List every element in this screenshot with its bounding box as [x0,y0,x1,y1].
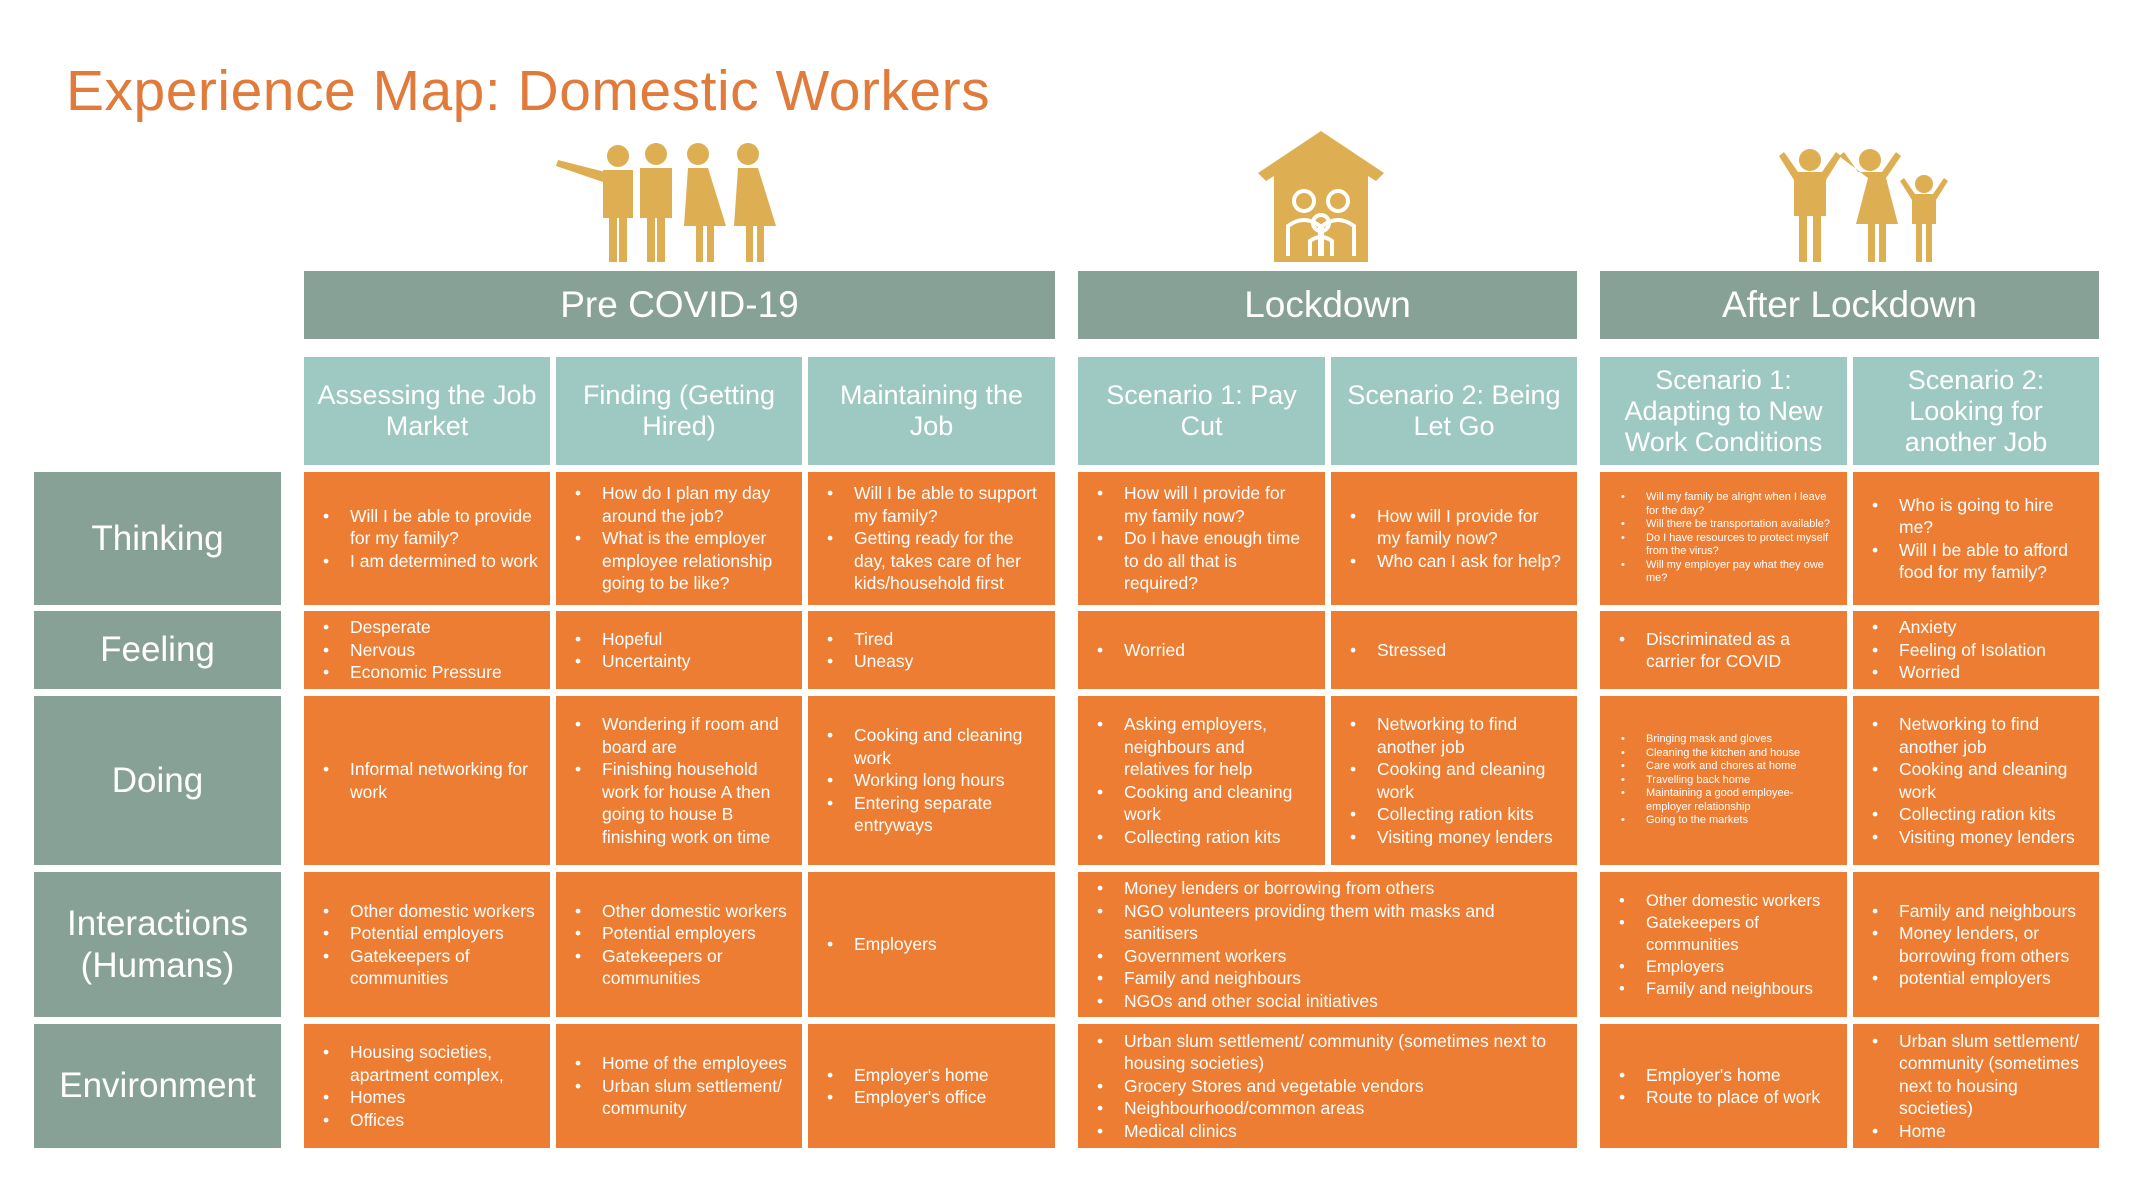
list-item: • NGO volunteers providing them with masks and sanitisers [1124,900,1565,945]
list-item: • Route to place of work [1646,1086,1820,1109]
list-item: • Money lenders or borrowing from others [1124,877,1565,900]
family-hands-on-head-icon [1778,144,1950,262]
list-item: • Networking to find another job [1899,713,2087,758]
list-item: • Employer's home [1646,1064,1820,1087]
list-item: • Do I have enough time to do all that is required? [1124,527,1313,595]
list-item: • Money lenders, or borrowing from others [1899,922,2087,967]
list-item: • Uneasy [854,650,913,673]
house-with-family-icon [1258,131,1384,262]
column-header-pay-cut: Scenario 1: Pay Cut [1078,357,1325,465]
list-item: • Urban slum settlement/ community (sometimes next to housing societies) [1899,1030,2087,1120]
list-item: • Working long hours [854,769,1043,792]
list-item: • Collecting ration kits [1124,826,1313,849]
list-item: • Home [1899,1120,2087,1143]
list-item: • Cooking and cleaning work [1124,781,1313,826]
list-item: • Finishing household work for house A then going to house B finishing work on time [602,758,790,848]
cell-doing-adapting [1600,696,1847,865]
list-item: • Other domestic workers [602,900,790,923]
cell-interactions-lockdown [1078,872,1577,1017]
list-item: • Family and neighbours [1646,978,1835,1000]
column-header-finding: Finding (Getting Hired) [556,357,802,465]
list-item: • Will I be able to afford food for my family? [1899,539,2087,584]
list-item: • potential employers [1899,967,2087,990]
cell-feeling-another-job [1853,611,2099,689]
list-item: • Gatekeepers of communities [350,945,538,990]
family-waving-icon [548,142,788,264]
cell-thinking-let-go [1331,472,1577,605]
row-label-interactions: Interactions (Humans) [34,872,281,1017]
list-item: • Housing societies, apartment complex, [350,1041,538,1086]
cell-feeling-assessing [304,611,550,689]
cell-doing-finding [556,696,802,865]
cell-interactions-maintaining [808,872,1055,1017]
list-item: • Homes [350,1086,538,1109]
list-item: • Who can I ask for help? [1377,550,1565,573]
list-item: • Potential employers [350,922,538,945]
list-item: • Other domestic workers [350,900,538,923]
cell-thinking-adapting [1600,472,1847,605]
list-item: • Urban slum settlement/ community (sometimes next to housing societies) [1124,1030,1565,1075]
cell-doing-assessing [304,696,550,865]
list-item: • How do I plan my day around the job? [602,482,790,527]
cell-environment-another-job [1853,1024,2099,1148]
list-item: • Visiting money lenders [1899,826,2087,849]
list-item: • Bringing mask and gloves [1646,733,1835,747]
phase-header-after-lockdown: After Lockdown [1600,271,2099,339]
list-item: • Collecting ration kits [1377,803,1565,826]
list-item: • Asking employers, neighbours and relatives for help [1124,713,1313,781]
list-item: • Neighbourhood/common areas [1124,1097,1565,1120]
list-item: • Worried [1124,639,1185,662]
column-header-adapting: Scenario 1: Adapting to New Work Conditions [1600,357,1847,465]
list-item: • Cooking and cleaning work [1899,758,2087,803]
cell-doing-pay-cut [1078,696,1325,865]
phase-header-pre-covid: Pre COVID-19 [304,271,1055,339]
cell-doing-maintaining [808,696,1055,865]
cell-feeling-pay-cut [1078,611,1325,689]
list-item: • Collecting ration kits [1899,803,2087,826]
page-title: Experience Map: Domestic Workers [66,59,991,123]
list-item: • Uncertainty [602,650,691,673]
list-item: • Who is going to hire me? [1899,494,2087,539]
list-item: • Nervous [350,639,502,662]
list-item: • Feeling of Isolation [1899,639,2046,662]
cell-feeling-finding [556,611,802,689]
list-item: • Cleaning the kitchen and house [1646,747,1835,761]
column-header-assessing: Assessing the Job Market [304,357,550,465]
list-item: • Family and neighbours [1899,900,2087,923]
list-item: • Potential employers [602,922,790,945]
cell-thinking-another-job [1853,472,2099,605]
list-item: • Economic Pressure [350,661,502,684]
cell-thinking-finding [556,472,802,605]
cell-environment-adapting [1600,1024,1847,1148]
list-item: • Desperate [350,616,502,639]
list-item: • Cooking and cleaning work [1377,758,1565,803]
list-item: • Do I have resources to protect myself from the virus? [1646,532,1835,559]
cell-thinking-pay-cut [1078,472,1325,605]
cell-feeling-adapting [1600,611,1847,689]
list-item: • Employers [854,933,937,956]
list-item: • Urban slum settlement/ community [602,1075,790,1120]
cell-interactions-assessing [304,872,550,1017]
row-label-thinking: Thinking [34,472,281,605]
list-item: • Will my family be alright when I leave for the day? [1646,491,1835,518]
list-item: • Will I be able to provide for my family? [350,505,538,550]
row-label-doing: Doing [34,696,281,865]
list-item: • Visiting money lenders [1377,826,1565,849]
list-item: • Tired [854,628,913,651]
list-item: • Offices [350,1109,538,1132]
list-item: • Travelling back home [1646,774,1835,788]
list-item: • Informal networking for work [350,758,538,803]
list-item: • Maintaining a good employee-employer relationship [1646,787,1835,814]
list-item: • Medical clinics [1124,1120,1565,1143]
list-item: • Stressed [1377,639,1446,662]
list-item: • Care work and chores at home [1646,760,1835,774]
list-item: • Wondering if room and board are [602,713,790,758]
list-item: • Other domestic workers [1646,890,1835,912]
cell-environment-assessing [304,1024,550,1148]
list-item: • Will my employer pay what they owe me? [1646,559,1835,586]
list-item: • Hopeful [602,628,691,651]
column-header-let-go: Scenario 2: Being Let Go [1331,357,1577,465]
list-item: • How will I provide for my family now? [1377,505,1565,550]
cell-feeling-let-go [1331,611,1577,689]
list-item: • Gatekeepers or communities [602,945,790,990]
cell-doing-another-job [1853,696,2099,865]
list-item: • Government workers [1124,945,1565,968]
list-item: • Getting ready for the day, takes care of her kids/household first [854,527,1043,595]
list-item: • Family and neighbours [1124,967,1565,990]
cell-doing-let-go [1331,696,1577,865]
list-item: • Discriminated as a carrier for COVID [1646,628,1835,673]
list-item: • Home of the employees [602,1052,790,1075]
list-item: • How will I provide for my family now? [1124,482,1313,527]
column-header-maintaining: Maintaining the Job [808,357,1055,465]
phase-header-lockdown: Lockdown [1078,271,1577,339]
cell-thinking-maintaining [808,472,1055,605]
cell-thinking-assessing [304,472,550,605]
cell-environment-maintaining [808,1024,1055,1148]
list-item: • Will there be transportation available? [1646,518,1835,532]
list-item: • Gatekeepers of communities [1646,912,1835,956]
cell-interactions-another-job [1853,872,2099,1017]
list-item: • Cooking and cleaning work [854,724,1043,769]
row-label-environment: Environment [34,1024,281,1148]
list-item: • Employers [1646,956,1835,978]
cell-feeling-maintaining [808,611,1055,689]
list-item: • Employer's home [854,1064,989,1087]
list-item: • What is the employer employee relationship going to be like? [602,527,790,595]
column-header-another-job: Scenario 2: Looking for another Job [1853,357,2099,465]
cell-interactions-adapting [1600,872,1847,1017]
list-item: • Employer's office [854,1086,989,1109]
cell-environment-lockdown [1078,1024,1577,1148]
list-item: • Networking to find another job [1377,713,1565,758]
row-label-feeling: Feeling [34,611,281,689]
list-item: • Worried [1899,661,2046,684]
list-item: • Anxiety [1899,616,2046,639]
list-item: • Going to the markets [1646,814,1835,828]
list-item: • Grocery Stores and vegetable vendors [1124,1075,1565,1098]
cell-interactions-finding [556,872,802,1017]
list-item: • Entering separate entryways [854,792,1043,837]
cell-environment-finding [556,1024,802,1148]
list-item: • NGOs and other social initiatives [1124,990,1565,1013]
list-item: • Will I be able to support my family? [854,482,1043,527]
list-item: • I am determined to work [350,550,538,573]
